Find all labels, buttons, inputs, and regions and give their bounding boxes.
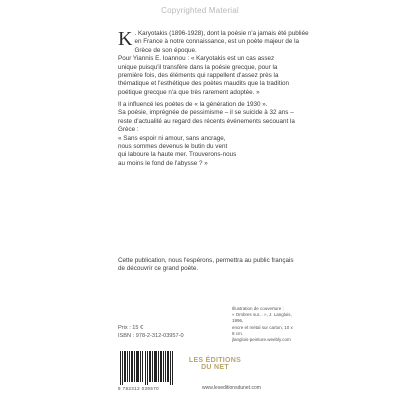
barcode-image — [118, 351, 178, 385]
watermark-text: Copyrighted Material — [161, 6, 239, 15]
text-line: Grèce de son époque. — [134, 46, 197, 54]
credit-line: encre et métal sur carton, 10 x 8 cm. — [232, 324, 293, 336]
text-line: Sa poésie, imprégnée de pessimisme – il se suicide à 32 ans – — [118, 109, 294, 117]
quote-line: nous sommes devenus le butin du vent — [118, 143, 228, 151]
intro-paragraph — [118, 28, 309, 97]
logo-line-2: DU NET — [201, 364, 229, 371]
text-line: première fois, des éléments qui rappellent d'assez près la — [118, 72, 279, 80]
quote-line: au moins le fond de l'abysse ? » — [118, 159, 208, 167]
quote-line: « Sans espoir ni amour, sans ancrage, — [118, 134, 226, 142]
illustration-credit — [232, 306, 294, 343]
text-line: reste d'actualité au regard des récents événements secouant la — [118, 117, 295, 125]
drop-cap: K — [118, 28, 133, 50]
price-isbn-block — [118, 324, 184, 340]
publisher-website: www.leseditionsdunet.com — [202, 385, 261, 391]
credit-line: « Ombres sur... », J. Langlois, 1996, — [232, 312, 292, 324]
text-line: de découvrir ce grand poète. — [118, 265, 199, 273]
text-line: Il a influencé les poètes de « la génération de 1930 ». — [118, 101, 268, 108]
influence-paragraph — [118, 101, 295, 168]
barcode-number: 9 782312 039570 — [118, 386, 160, 391]
text-line: thématique et l'esthétique des poètes maudits que la tradition — [118, 80, 289, 88]
closing-paragraph — [118, 257, 294, 274]
isbn-text: ISBN : 978-2-312-03957-0 — [118, 333, 184, 339]
text-line: Pour Yiannis E. Ioannou : « Karyotakis est un cas assez — [118, 55, 275, 63]
credit-line: jlanglois-peinture.weebly.com — [232, 337, 291, 343]
text-line: Cette publication, nous l'espérons, permettra au public français — [118, 257, 294, 264]
text-line: poétique grecque n'a que très rarement adoptée. » — [118, 88, 260, 96]
text-line: Grèce : — [118, 126, 139, 134]
price-text: Prix : 15 € — [118, 325, 144, 331]
text-line: en France à notre connaissance, est un poète majeur de la — [134, 38, 299, 46]
publisher-logo — [185, 357, 245, 371]
text-line: . Karyotakis (1896-1928), dont la poésie n'a jamais été publiée — [134, 30, 309, 37]
quote-line: qui laboure la haute mer. Trouverons-nous — [118, 151, 237, 159]
text-line: unique puisqu'il transfère dans la poésie grecque, pour la — [118, 63, 278, 71]
credit-line: Illustration de couverture : — [232, 306, 284, 311]
logo-line-1: LES ÉDITIONS — [188, 357, 242, 364]
